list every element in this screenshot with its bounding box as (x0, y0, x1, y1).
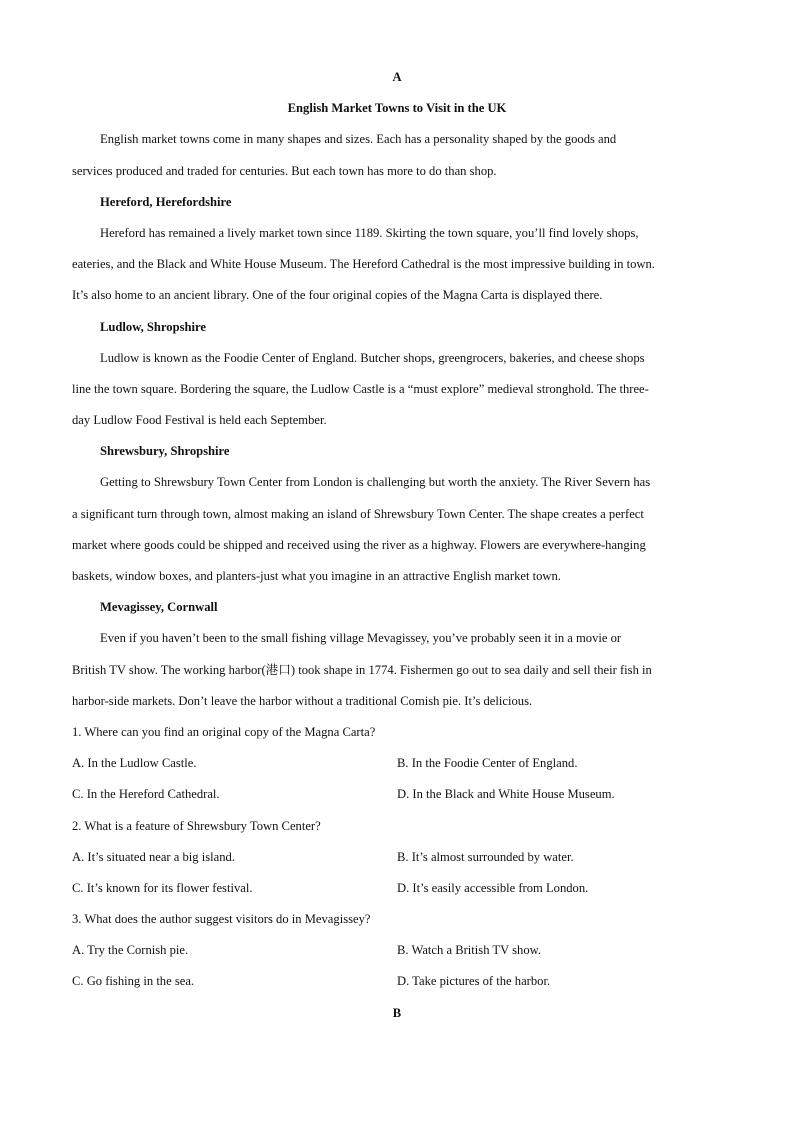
paragraph-line: line the town square. Bordering the square, the Ludlow Castle is a “must explore” medieval stronghold. The three- (72, 381, 649, 396)
paragraph-line: Even if you haven’t been to the small fishing village Mevagissey, you’ve probably seen it in a movie or (100, 631, 622, 646)
paragraph-line: British TV show. The working harbor(港口) took shape in 1774. Fishermen go out to sea daily and sell their fish in (72, 662, 652, 677)
paragraph-line: day Ludlow Food Festival is held each September. (72, 413, 327, 428)
question-options-row (72, 873, 722, 904)
paragraph-line: eateries, and the Black and White House Museum. The Hereford Cathedral is the most impressive building in town. (72, 257, 655, 272)
passage-title: English Market Towns to Visit in the UK (287, 101, 507, 116)
paragraph-line: Ludlow is known as the Foodie Center of England. Butcher shops, greengrocers, bakeries, and cheese shops (100, 350, 645, 365)
town-heading-shrewsbury: Shrewsbury, Shropshire (100, 444, 230, 459)
intro-line: English market towns come in many shapes and sizes. Each has a personality shaped by the goods and (100, 132, 617, 147)
option-a: A. Try the Cornish pie. (72, 943, 189, 958)
option-a: A. In the Ludlow Castle. (72, 756, 197, 771)
question-options-row (72, 966, 722, 997)
paragraph-line: It’s also home to an ancient library. One of the four original copies of the Magna Carta is displayed there. (72, 288, 603, 303)
town-heading-mevagissey: Mevagissey, Cornwall (100, 600, 218, 615)
option-d: D. It’s easily accessible from London. (397, 880, 589, 895)
section-label-a: A (392, 70, 402, 84)
question-stem-3: 3. What does the author suggest visitors do in Mevagissey? (72, 912, 371, 927)
option-c: C. It’s known for its flower festival. (72, 880, 253, 895)
option-a: A. It’s situated near a big island. (72, 849, 235, 864)
question-options-row (72, 779, 722, 810)
option-b: B. It’s almost surrounded by water. (397, 849, 574, 864)
paragraph-line: baskets, window boxes, and planters-just what you imagine in an attractive English market town. (72, 569, 561, 583)
option-b: B. In the Foodie Center of England. (397, 756, 578, 771)
section-label-b: B (392, 1005, 402, 1020)
option-b: B. Watch a British TV show. (397, 943, 542, 958)
paragraph-line: a significant turn through town, almost making an island of Shrewsbury Town Center. The shape creates a perfect (72, 506, 644, 521)
question-options-row (72, 748, 722, 779)
intro-line: services produced and traded for centuries. But each town has more to do than shop. (72, 163, 497, 178)
option-d: D. In the Black and White House Museum. (397, 787, 615, 802)
document-page (72, 62, 722, 1029)
paragraph-line: market where goods could be shipped and received using the river as a highway. Flowers are everywhere-hanging (72, 537, 646, 552)
option-d: D. Take pictures of the harbor. (397, 974, 551, 989)
town-heading-ludlow: Ludlow, Shropshire (100, 319, 206, 334)
question-options-row (72, 842, 722, 873)
question-stem-2: 2. What is a feature of Shrewsbury Town Center? (72, 818, 321, 833)
question-stem-1: 1. Where can you find an original copy of the Magna Carta? (72, 724, 376, 739)
paragraph-line: harbor-side markets. Don’t leave the harbor without a traditional Comish pie. It’s delicious. (72, 693, 533, 708)
paragraph-line: Hereford has remained a lively market town since 1189. Skirting the town square, you’ll find lovely shops, (100, 225, 639, 240)
question-options-row (72, 935, 722, 966)
town-heading-hereford: Hereford, Herefordshire (100, 194, 232, 209)
paragraph-line: Getting to Shrewsbury Town Center from London is challenging but worth the anxiety. The River Severn has (100, 475, 651, 490)
option-c: C. In the Hereford Cathedral. (72, 787, 220, 802)
option-c: C. Go fishing in the sea. (72, 974, 195, 989)
